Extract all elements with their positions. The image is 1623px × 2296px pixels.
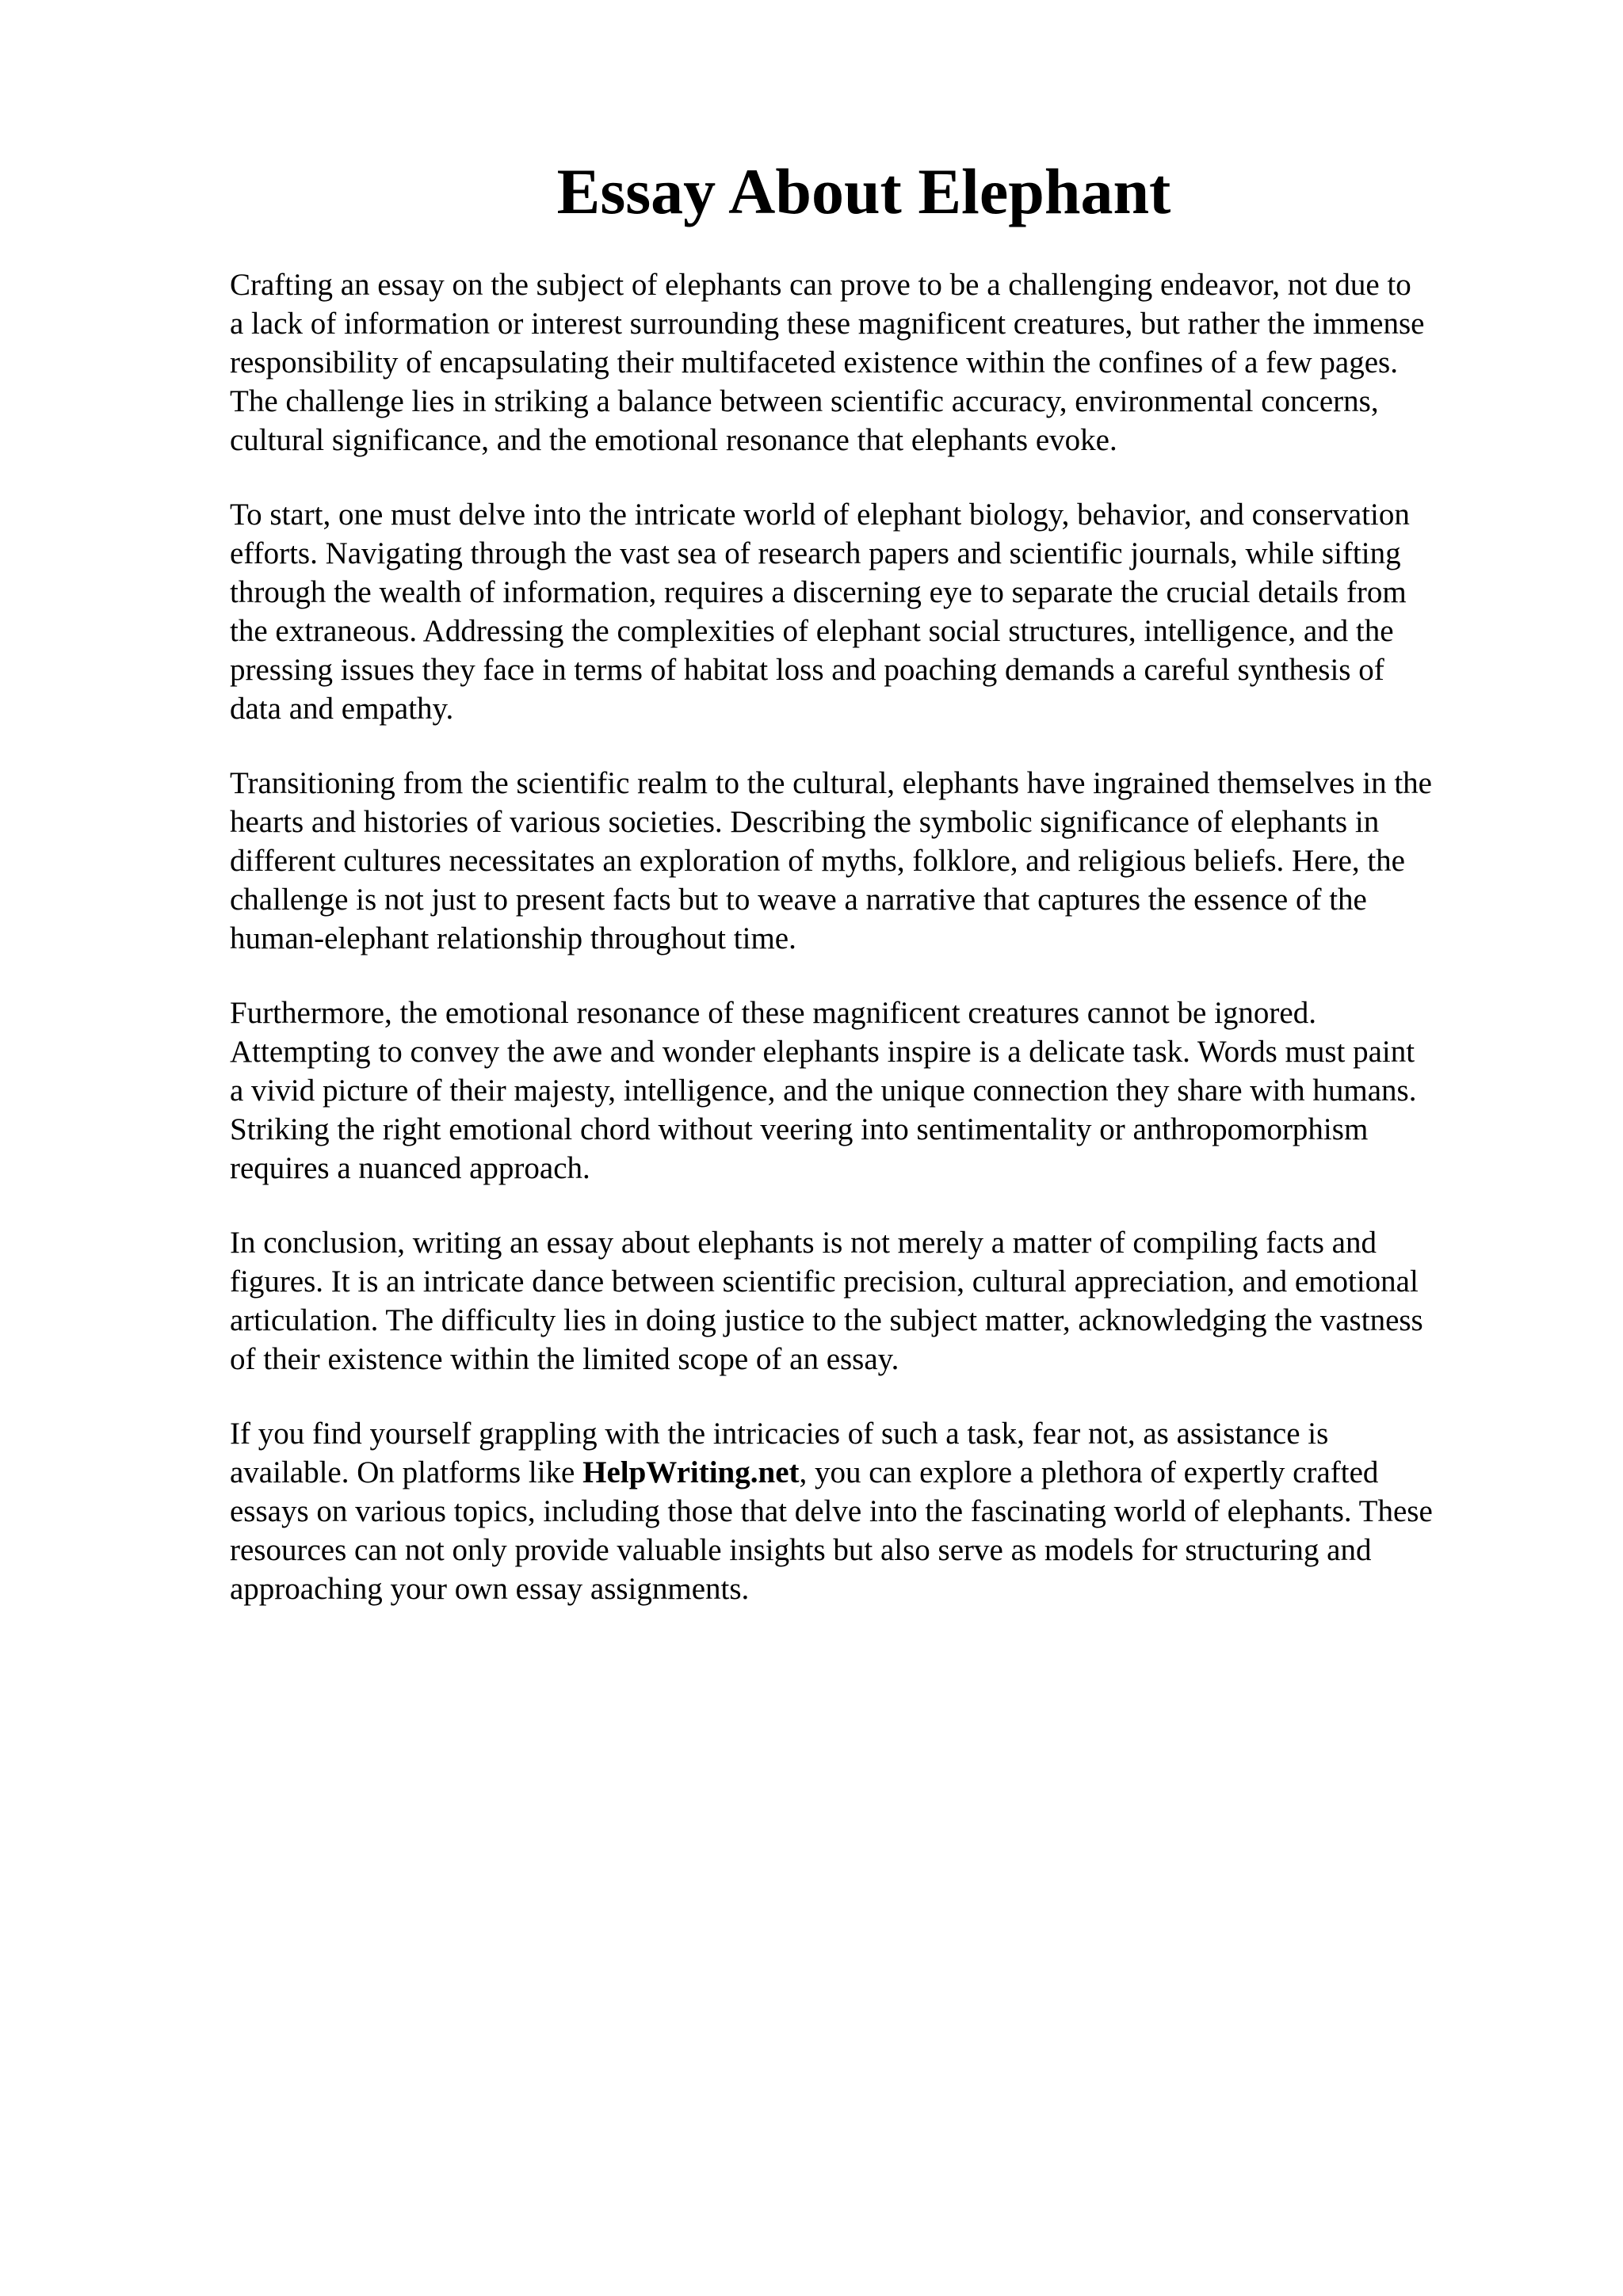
paragraph-line: human-elephant relationship throughout time. [230, 921, 796, 955]
paragraph-3 [230, 764, 1518, 958]
paragraph-line: different cultures necessitates an exploration of myths, folklore, and religious beliefs. Here, the [230, 844, 1405, 878]
essay-body [230, 265, 1518, 1644]
paragraph-line: If you find yourself grappling with the intricacies of such a task, fear not, as assistance is [230, 1417, 1329, 1451]
paragraph-line: figures. It is an intricate dance between scientific precision, cultural appreciation, and emotional [230, 1264, 1419, 1299]
page-title: Essay About Elephant [556, 155, 1171, 227]
paragraph-line: cultural significance, and the emotional resonance that elephants evoke. [230, 423, 1117, 457]
line-text-before-brand: available. On platforms like [230, 1455, 583, 1489]
paragraph-line: In conclusion, writing an essay about elephants is not merely a matter of compiling facts and [230, 1226, 1377, 1260]
paragraph-line: pressing issues they face in terms of habitat loss and poaching demands a careful synthesis of [230, 653, 1384, 687]
paragraph-line: challenge is not just to present facts but to weave a narrative that captures the essence of the [230, 883, 1367, 917]
line-text-after-brand: , you can explore a plethora of expertly crafted [799, 1455, 1379, 1489]
paragraph-line: resources can not only provide valuable insights but also serve as models for structuring and [230, 1533, 1372, 1567]
paragraph-line: Crafting an essay on the subject of elephants can prove to be a challenging endeavor, not due to [230, 268, 1411, 302]
paragraph-line: The challenge lies in striking a balance between scientific accuracy, environmental concerns, [230, 384, 1379, 418]
paragraph-line: responsibility of encapsulating their multifaceted existence within the confines of a few pages. [230, 345, 1398, 379]
paragraph-line: Transitioning from the scientific realm to the cultural, elephants have ingrained themselves in the [230, 766, 1432, 800]
paragraph-line: efforts. Navigating through the vast sea of research papers and scientific journals, while sifting [230, 536, 1401, 570]
paragraph-line: of their existence within the limited scope of an essay. [230, 1342, 899, 1376]
paragraph-line: the extraneous. Addressing the complexities of elephant social structures, intelligence, and the [230, 614, 1394, 648]
paragraph-5 [230, 1223, 1518, 1379]
paragraph-line: requires a nuanced approach. [230, 1151, 590, 1185]
paragraph-line: Attempting to convey the awe and wonder elephants inspire is a delicate task. Words must paint [230, 1035, 1415, 1069]
paragraph-1 [230, 265, 1518, 460]
paragraph-line: a lack of information or interest surrounding these magnificent creatures, but rather the immense [230, 307, 1425, 341]
paragraph-line: a vivid picture of their majesty, intelligence, and the unique connection they share with humans. [230, 1074, 1417, 1108]
paragraph-line: Striking the right emotional chord without veering into sentimentality or anthropomorphism [230, 1112, 1369, 1146]
paragraph-line: Furthermore, the emotional resonance of these magnificent creatures cannot be ignored. [230, 996, 1316, 1030]
paragraph-line: data and empathy. [230, 692, 454, 726]
paragraph-line: articulation. The difficulty lies in doing justice to the subject matter, acknowledging the vastness [230, 1303, 1423, 1337]
paragraph-line-with-brand [230, 1453, 1518, 1492]
paragraph-line: To start, one must delve into the intricate world of elephant biology, behavior, and conservation [230, 498, 1410, 532]
paragraph-line: essays on various topics, including those that delve into the fascinating world of elephants. These [230, 1494, 1433, 1528]
brand-link-text: HelpWriting.net [582, 1455, 800, 1489]
paragraph-line: approaching your own essay assignments. [230, 1572, 750, 1606]
paragraph-line: through the wealth of information, requires a discerning eye to separate the crucial details from [230, 575, 1407, 609]
paragraph-4 [230, 994, 1518, 1188]
paragraph-6 [230, 1414, 1518, 1608]
paragraph-2 [230, 495, 1518, 728]
paragraph-line: hearts and histories of various societies. Describing the symbolic significance of elephants in [230, 805, 1380, 839]
